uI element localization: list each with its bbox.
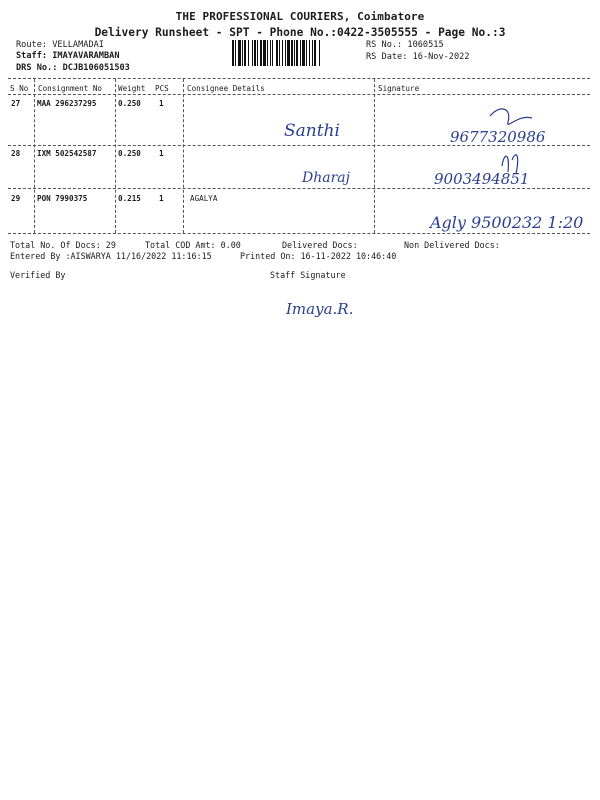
rs-date-line: [366, 52, 470, 62]
col-header-signature: Signature: [378, 84, 420, 93]
handwritten-name-row-27: [280, 110, 380, 146]
route-label: Route:: [16, 40, 48, 50]
handwritten-signature-text: Agly 9500232 1:20: [430, 213, 584, 232]
handwritten-phone-text: 9003494851: [434, 170, 530, 188]
barcode: [232, 40, 360, 66]
handwritten-signature-row-29: [426, 198, 591, 244]
staff-signature-hand: [282, 290, 402, 322]
delivered-docs: Delivered Docs:: [282, 240, 358, 250]
row-pcs: 1: [159, 99, 164, 108]
row-consignment: PON 7990375: [37, 194, 88, 203]
rs-date-value: 16-Nov-2022: [412, 52, 470, 62]
printed-on: Printed On: 16-11-2022 10:46:40: [240, 251, 397, 261]
col-header-consignment: Consignment No: [38, 84, 103, 93]
staff-signature-text: Imaya.R.: [286, 300, 354, 318]
col-header-pcs: PCS: [155, 84, 169, 93]
row-pcs: 1: [159, 194, 164, 203]
entered-by: Entered By :AISWARYA 11/16/2022 11:16:15: [10, 251, 212, 261]
handwritten-name-row-28: [298, 160, 388, 190]
table-top-rule: [8, 78, 590, 79]
route-value: VELLAMADAI: [52, 40, 104, 50]
row-pcs: 1: [159, 149, 164, 158]
col-divider: [115, 79, 116, 233]
handwritten-name-text: Santhi: [284, 121, 340, 141]
rs-date-label: RS Date:: [366, 52, 408, 62]
row-consignment: MAA 296237295: [37, 99, 97, 108]
row-weight: 0.250: [118, 149, 141, 158]
row-weight: 0.215: [118, 194, 141, 203]
document-title: THE PROFESSIONAL COURIERS, Coimbatore: [175, 10, 425, 23]
verified-by-label: Verified By: [10, 270, 66, 280]
staff-signature-label: Staff Signature: [270, 270, 346, 280]
row-weight: 0.250: [118, 99, 141, 108]
route-line: [16, 40, 104, 50]
col-header-weight: Weight: [118, 84, 146, 93]
handwritten-signature-row-28: [420, 150, 590, 192]
rs-no-line: [366, 40, 444, 50]
handwritten-phone-text: 9677320986: [450, 128, 546, 146]
row-consignment: IXM 502542587: [37, 149, 97, 158]
staff-label: Staff:: [16, 51, 48, 61]
col-divider: [374, 79, 375, 233]
non-delivered-docs: Non Delivered Docs:: [404, 240, 500, 250]
document-subtitle: Delivery Runsheet - SPT - Phone No.:0422-3505555 - Page No.:3: [94, 26, 506, 39]
handwritten-signature-row-27: [420, 104, 590, 148]
row-sno: 29: [11, 194, 21, 203]
row-sno: 28: [11, 149, 21, 158]
table-header-rule: [8, 94, 590, 95]
drs-value: DCJB106051503: [62, 63, 130, 73]
row-consignee: AGALYA: [190, 194, 218, 203]
row-sno: 27: [11, 99, 21, 108]
rs-no-label: RS No.:: [366, 40, 403, 50]
staff-value: IMAYAVARAMBAN: [52, 51, 120, 61]
total-docs: Total No. Of Docs: 29: [10, 240, 116, 250]
staff-line: [16, 51, 120, 61]
col-divider: [183, 79, 184, 233]
col-header-consignee: Consignee Details: [187, 84, 265, 93]
drs-line: [16, 63, 130, 73]
col-header-sno: S No: [10, 84, 29, 93]
handwritten-name-text: Dharaj: [302, 170, 350, 186]
col-divider: [34, 79, 35, 233]
rs-no-value: 1060515: [407, 40, 444, 50]
drs-label: DRS No.:: [16, 63, 58, 73]
total-cod: Total COD Amt: 0.00: [145, 240, 241, 250]
